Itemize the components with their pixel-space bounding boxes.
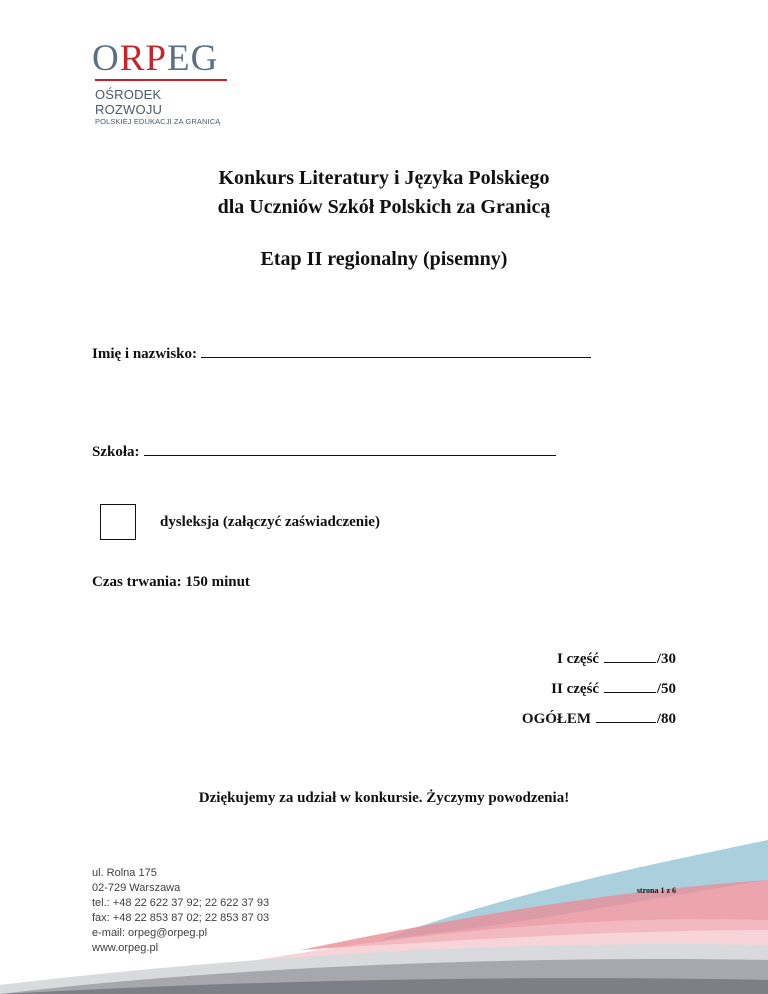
score-table	[522, 648, 676, 738]
school-blank-line[interactable]	[144, 441, 556, 456]
dyslexia-label: dysleksja (załączyć zaświadczenie)	[160, 514, 380, 530]
page-number: strona 1 z 6	[636, 886, 676, 895]
score-label: OGÓŁEM	[521, 711, 592, 727]
dyslexia-checkbox[interactable]	[100, 504, 136, 540]
title-line-2: dla Uczniów Szkół Polskich za Granicą	[217, 196, 551, 218]
name-field[interactable]	[92, 343, 591, 363]
logo-subtitle-1: OŚRODEK ROZWOJU	[95, 87, 163, 117]
address-street: ul. Rolna 175	[92, 867, 157, 879]
duration-text: Czas trwania: 150 minut	[92, 574, 250, 590]
score-blank[interactable]	[604, 678, 656, 693]
school-label: Szkoła:	[92, 444, 140, 460]
score-blank[interactable]	[604, 648, 656, 663]
address-email[interactable]: e-mail: orpeg@orpeg.pl	[92, 927, 208, 939]
logo-rule	[95, 79, 227, 81]
school-field[interactable]	[92, 441, 556, 461]
thanks-message: Dziękujemy za udział w konkursie. Życzymy powodzenia!	[198, 790, 570, 806]
score-row-part1	[522, 648, 676, 678]
address-fax: fax: +48 22 853 87 02; 22 853 87 03	[92, 912, 270, 924]
stage-title: Etap II regionalny (pisemny)	[260, 248, 508, 270]
score-max: /30	[656, 651, 676, 667]
address-city: 02-729 Warszawa	[92, 882, 181, 894]
address-block	[92, 866, 269, 956]
score-blank[interactable]	[596, 708, 656, 723]
score-max: /50	[656, 681, 676, 697]
score-row-total	[522, 708, 676, 738]
score-label: I część	[557, 651, 600, 667]
score-row-part2	[522, 678, 676, 708]
score-label: II część	[551, 681, 600, 697]
orpeg-logo	[92, 40, 232, 127]
address-tel: tel.: +48 22 622 37 92; 22 622 37 93	[92, 897, 270, 909]
document-title	[0, 164, 768, 222]
score-max: /80	[656, 711, 676, 727]
name-blank-line[interactable]	[201, 343, 591, 358]
name-label: Imię i nazwisko:	[92, 346, 197, 362]
logo-wordmark: ORPEG	[92, 38, 219, 79]
address-www[interactable]: www.orpeg.pl	[92, 942, 159, 954]
logo-subtitle-2: POLSKIEJ EDUKACJI ZA GRANICĄ	[95, 117, 221, 126]
title-line-1: Konkurs Literatury i Języka Polskiego	[218, 167, 550, 189]
